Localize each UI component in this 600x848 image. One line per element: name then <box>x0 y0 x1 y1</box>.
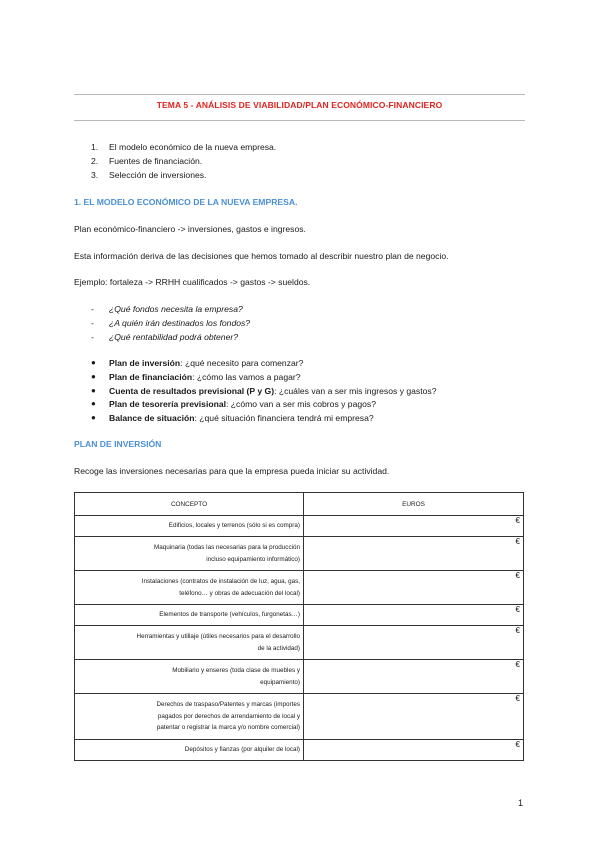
paragraph: Plan económico-financiero -> inversiones, gastos e ingresos. <box>74 224 306 234</box>
table-row <box>75 571 524 605</box>
table-header-row <box>75 493 524 516</box>
section-heading: 1. EL MODELO ECONÓMICO DE LA NUEVA EMPRESA. <box>74 197 298 207</box>
header-euros: EUROS <box>304 493 524 516</box>
bullet-marker: ● <box>91 372 96 381</box>
bullet-marker: ● <box>91 386 96 395</box>
dash-marker: - <box>91 332 94 342</box>
euro-cell[interactable]: € <box>304 605 524 626</box>
plan-item: Plan de inversión: ¿qué necesito para comenzar? <box>109 358 304 368</box>
plan-item: Plan de financiación: ¿cómo las vamos a pagar? <box>109 372 301 382</box>
toc-item: El modelo económico de la nueva empresa. <box>109 142 277 152</box>
table-row <box>75 605 524 626</box>
header-concepto: CONCEPTO <box>75 493 304 516</box>
plan-item: Balance de situación: ¿qué situación financiera tendrá mi empresa? <box>109 413 374 423</box>
dash-marker: - <box>91 304 94 314</box>
euro-cell[interactable]: € <box>304 537 524 571</box>
toc-item: Selección de inversiones. <box>109 170 207 180</box>
euro-cell[interactable]: € <box>304 694 524 740</box>
document-title: TEMA 5 - ANÁLISIS DE VIABILIDAD/PLAN ECONÓMICO-FINANCIERO <box>156 100 443 110</box>
table-row <box>75 626 524 660</box>
table-row <box>75 694 524 740</box>
table-row <box>75 516 524 537</box>
paragraph: Esta información deriva de las decisiones que hemos tomado al describir nuestro plan de negocio. <box>74 251 449 261</box>
question-item: ¿A quién irán destinados los fondos? <box>109 318 251 328</box>
concept-cell: Instalaciones (contratos de instalación de luz, agua, gas, teléfono… y obras de adecuación del local) <box>75 571 304 605</box>
question-item: ¿Qué fondos necesita la empresa? <box>109 304 243 314</box>
subsection-heading: PLAN DE INVERSIÓN <box>74 439 162 449</box>
concept-cell: Maquinaria (todas las necesarias para la producción incluso equipamiento informático) <box>75 537 304 571</box>
plan-item: Cuenta de resultados previsional (P y G): ¿cuáles van a ser mis ingresos y gastos? <box>109 386 437 396</box>
toc-number: 2. <box>91 156 99 166</box>
euro-cell[interactable]: € <box>304 626 524 660</box>
investment-table <box>74 492 524 761</box>
paragraph: Ejemplo: fortaleza -> RRHH cualificados -> gastos -> sueldos. <box>74 277 311 287</box>
toc-item: Fuentes de financiación. <box>109 156 203 166</box>
title-rule-bottom <box>74 120 525 121</box>
table-row <box>75 537 524 571</box>
bullet-marker: ● <box>91 358 96 367</box>
concept-cell: Herramientas y utillaje (útiles necesarios para el desarrollo de la actividad) <box>75 626 304 660</box>
concept-cell: Elementos de transporte (vehículos, furgonetas…) <box>75 605 304 626</box>
concept-cell: Mobiliario y enseres (toda clase de muebles y equipamiento) <box>75 660 304 694</box>
plan-item: Plan de tesorería previsional: ¿cómo van a ser mis cobros y pagos? <box>109 399 377 409</box>
bullet-marker: ● <box>91 413 96 422</box>
concept-cell: Edificios, locales y terrenos (sólo si es compra) <box>75 516 304 537</box>
euro-cell[interactable]: € <box>304 660 524 694</box>
table-row <box>75 740 524 761</box>
title-rule-top <box>74 94 525 95</box>
page-number: 1 <box>518 798 524 808</box>
euro-cell[interactable]: € <box>304 571 524 605</box>
concept-cell: Depósitos y fianzas (por alquiler de local) <box>75 740 304 761</box>
toc-number: 1. <box>91 142 99 152</box>
dash-marker: - <box>91 318 94 328</box>
concept-cell: Derechos de traspaso/Patentes y marcas (importes pagados por derechos de arrendamiento de local y patentar o registrar la marca y/o nombre comercial) <box>75 694 304 740</box>
euro-cell[interactable]: € <box>304 516 524 537</box>
table-row <box>75 660 524 694</box>
euro-cell[interactable]: € <box>304 740 524 761</box>
question-item: ¿Qué rentabilidad podrá obtener? <box>109 332 238 342</box>
bullet-marker: ● <box>91 399 96 408</box>
paragraph: Recoge las inversiones necesarias para que la empresa pueda iniciar su actividad. <box>74 466 390 476</box>
toc-number: 3. <box>91 170 99 180</box>
